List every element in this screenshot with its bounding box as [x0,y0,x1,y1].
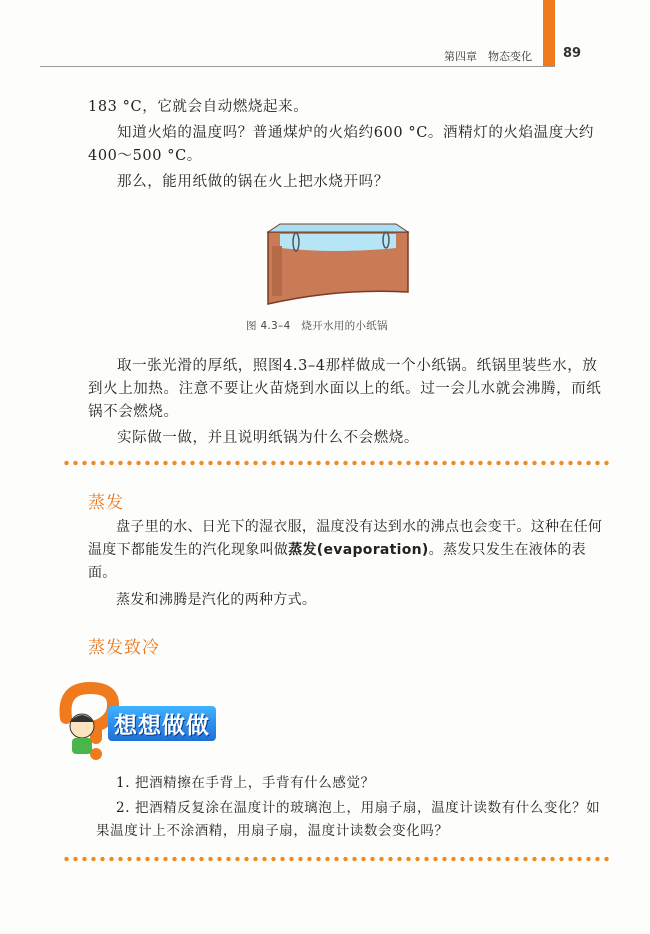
term-evaporation: 蒸发(evaporation) [288,542,429,558]
paragraph: 蒸发和沸腾是汽化的两种方式。 [116,592,317,608]
page-number: 89 [563,46,582,61]
paragraph: 实际做一做，并且说明纸锅为什么不会燃烧。 [117,430,419,446]
paragraph: 那么，能用纸做的锅在火上把水烧开吗？ [117,174,389,190]
dotted-divider [62,856,610,862]
activity-question: 2. 把酒精反复涂在温度计的玻璃泡上，用扇子扇，温度计读数有什么变化？如果温度计上不涂酒精，用扇子扇，温度计读数会变化吗？ [96,800,601,839]
section-title-evaporation: 蒸发 [88,493,124,513]
section-title-cooling: 蒸发致冷 [88,638,160,658]
figure-caption: 图 4.3–4 烧开水用的小纸锅 [246,320,388,332]
paragraph: 盘子里的水、日光下的湿衣服，温度没有达到水的沸点也会变干。这种在任何温度下都能发生的汽化现象叫做蒸发(evaporation)。蒸发只发生在液体的表面。 [88,519,603,581]
chapter-title: 第四章 物态变化 [444,50,532,63]
paragraph: 取一张光滑的厚纸，照图4.3–4那样做成一个小纸锅。纸锅里装些水，放到火上加热。注意不要让火苗烧到水面以上的纸。过一会儿水就会沸腾，而纸锅不会燃烧。 [88,358,602,420]
paragraph: 183 °C，它就会自动燃烧起来。 [88,99,309,115]
paper-pot-illustration [258,218,418,310]
paragraph: 知道火焰的温度吗？普通煤炉的火焰约600 °C。酒精灯的火焰温度大约400～500 °C。 [88,125,595,164]
activity-title: 想想做做 [108,706,216,741]
page-header [0,46,650,66]
dotted-divider [62,460,610,466]
header-divider [40,66,555,67]
activity-question: 1. 把酒精擦在手背上，手背有什么感觉？ [116,775,375,791]
